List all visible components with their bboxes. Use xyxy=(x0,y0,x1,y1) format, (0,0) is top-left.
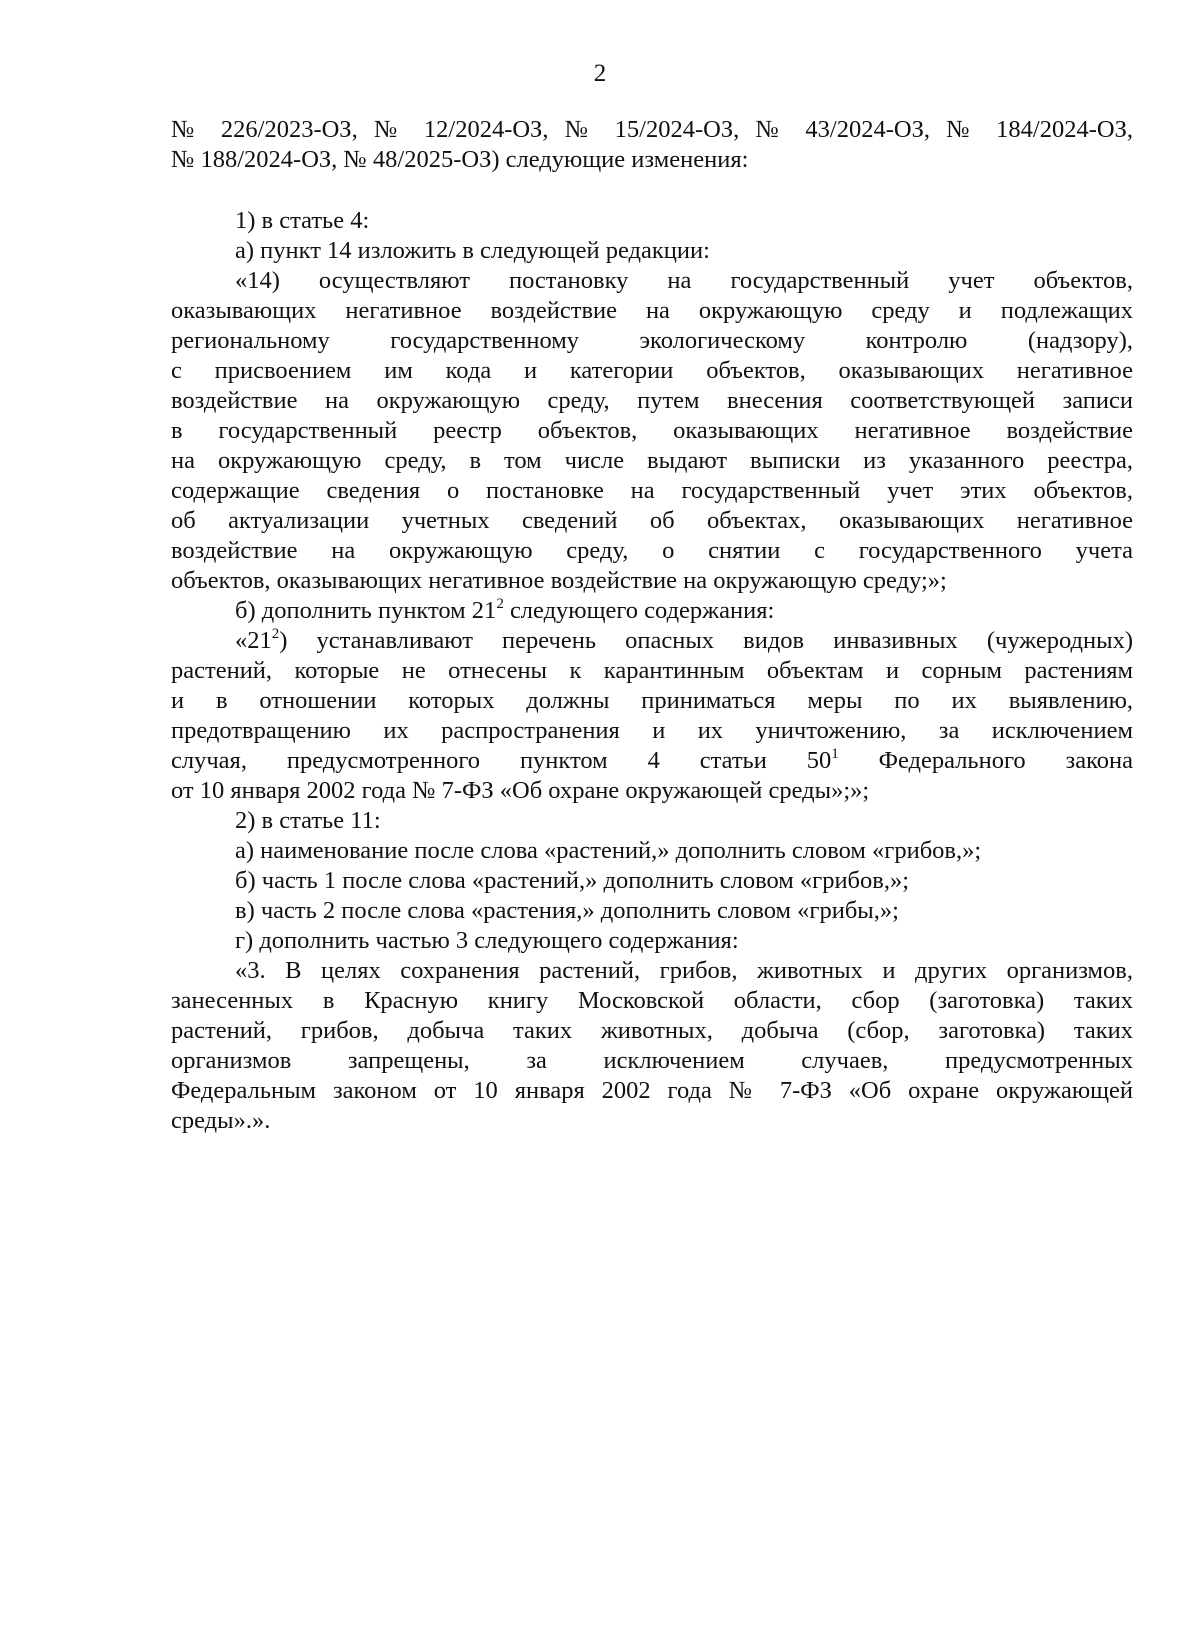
text-line: содержащие сведения о постановке на государственный учет этих объектов, xyxy=(171,477,1133,504)
text-line: 1) в статье 4: xyxy=(235,207,370,234)
text-line: воздействие на окружающую среду, путем внесения соответствующей записи xyxy=(171,387,1133,414)
text-segment: следующего содержания: xyxy=(503,597,775,624)
text-line: в государственный реестр объектов, оказывающих негативное воздействие xyxy=(171,417,1133,444)
text-line xyxy=(235,596,1133,626)
text-line: занесенных в Красную книгу Московской области, сбор (заготовка) таких xyxy=(171,987,1133,1014)
text-line xyxy=(235,626,1133,656)
page-number: 2 xyxy=(593,60,607,87)
superscript: 1 xyxy=(831,746,839,762)
text-line: растений, которые не отнесены к карантинным объектам и сорным растениям xyxy=(171,657,1133,684)
text-line xyxy=(171,746,1133,776)
text-line: региональному государственному экологическому контролю (надзору), xyxy=(171,327,1133,354)
text-line: и в отношении которых должны приниматься меры по их выявлению, xyxy=(171,687,1133,714)
text-line: г) дополнить частью 3 следующего содержания: xyxy=(235,927,739,954)
text-line: на окружающую среду, в том числе выдают выписки из указанного реестра, xyxy=(171,447,1133,474)
text-line: 2) в статье 11: xyxy=(235,807,381,834)
text-line: в) часть 2 после слова «растения,» дополнить словом «грибы,»; xyxy=(235,897,899,924)
text-line: воздействие на окружающую среду, о снятии с государственного учета xyxy=(171,537,1133,564)
text-line: среды».». xyxy=(171,1107,271,1134)
text-line: организмов запрещены, за исключением случаев, предусмотренных xyxy=(171,1047,1133,1074)
text-segment: б) дополнить пунктом 21 xyxy=(235,597,497,624)
text-line: оказывающих негативное воздействие на окружающую среду и подлежащих xyxy=(171,297,1133,324)
text-line: растений, грибов, добыча таких животных, добыча (сбор, заготовка) таких xyxy=(171,1017,1133,1044)
text-line: с присвоением им кода и категории объектов, оказывающих негативное xyxy=(171,357,1133,384)
text-line: а) наименование после слова «растений,» дополнить словом «грибов,»; xyxy=(235,837,982,864)
text-line: от 10 января 2002 года № 7-ФЗ «Об охране окружающей среды»;»; xyxy=(171,777,870,804)
superscript: 2 xyxy=(496,596,504,612)
text-line: а) пункт 14 изложить в следующей редакции: xyxy=(235,237,710,264)
text-line: № 226/2023-ОЗ, № 12/2024-ОЗ, № 15/2024-ОЗ, № 43/2024-ОЗ, № 184/2024-ОЗ, xyxy=(171,116,1133,143)
text-line: № 188/2024-ОЗ, № 48/2025-ОЗ) следующие изменения: xyxy=(171,146,749,173)
superscript: 2 xyxy=(271,626,280,642)
text-line: предотвращению их распространения и их уничтожению, за исключением xyxy=(171,717,1133,744)
text-segment: ) устанавливают перечень опасных видов инвазивных (чужеродных) xyxy=(279,627,1133,654)
text-line: Федеральным законом от 10 января 2002 года № 7-ФЗ «Об охране окружающей xyxy=(171,1077,1133,1104)
text-line: объектов, оказывающих негативное воздействие на окружающую среду;»; xyxy=(171,567,947,594)
text-segment: случая, предусмотренного пунктом 4 статьи 50 xyxy=(171,747,832,774)
text-segment: Федерального закона xyxy=(838,747,1133,774)
text-line: об актуализации учетных сведений об объектах, оказывающих негативное xyxy=(171,507,1133,534)
text-line: «14) осуществляют постановку на государственный учет объектов, xyxy=(235,267,1133,294)
text-line: «3. В целях сохранения растений, грибов, животных и других организмов, xyxy=(235,957,1133,984)
text-line: б) часть 1 после слова «растений,» дополнить словом «грибов,»; xyxy=(235,867,910,894)
text-segment: «21 xyxy=(235,627,272,654)
